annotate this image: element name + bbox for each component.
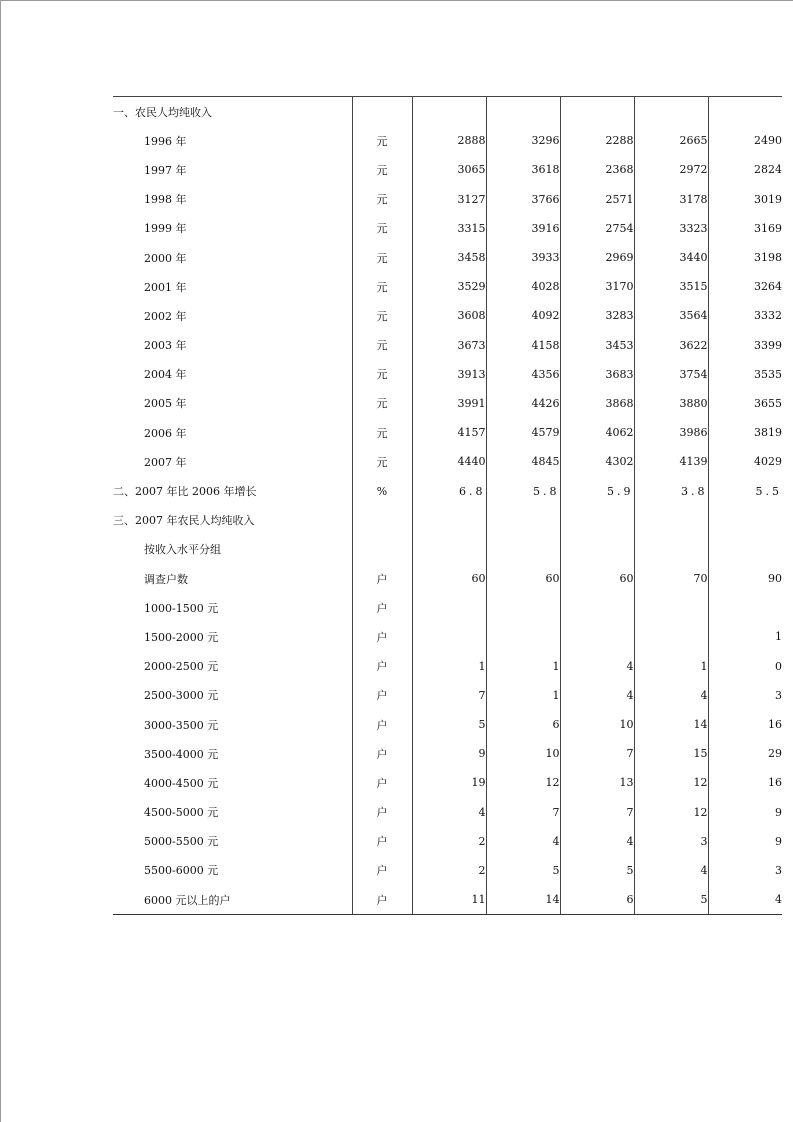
row-value-col-1 xyxy=(412,535,486,564)
row-value-col-5: 4 xyxy=(708,885,782,915)
row-value-col-1: 4440 xyxy=(412,447,486,476)
row-value-col-2: 7 xyxy=(486,798,560,827)
table-row xyxy=(113,272,782,301)
row-value-col-3 xyxy=(560,97,634,126)
table-row xyxy=(113,360,782,389)
row-value-col-2: 4092 xyxy=(486,301,560,330)
row-value-col-4 xyxy=(634,506,708,535)
row-value-col-2 xyxy=(486,593,560,622)
row-unit: 元 xyxy=(352,418,412,447)
row-unit xyxy=(352,97,412,126)
row-unit: 元 xyxy=(352,214,412,243)
row-value-col-1: 2 xyxy=(412,827,486,856)
row-value-col-5: 1 xyxy=(708,622,782,651)
table-row xyxy=(113,593,782,622)
row-value-col-5: 5.5 xyxy=(708,476,782,505)
row-value-col-2: 5.8 xyxy=(486,476,560,505)
row-unit: 户 xyxy=(352,856,412,885)
row-value-col-3: 3683 xyxy=(560,360,634,389)
table-row xyxy=(113,214,782,243)
row-unit: 户 xyxy=(352,739,412,768)
row-value-col-5: 3535 xyxy=(708,360,782,389)
row-label: 三、2007 年农民人均纯收入 xyxy=(113,514,255,528)
row-value-col-4: 12 xyxy=(634,768,708,797)
income-statistics-table xyxy=(113,96,782,915)
row-value-col-2: 3618 xyxy=(486,155,560,184)
row-unit: 户 xyxy=(352,827,412,856)
row-label: 2006 年 xyxy=(144,426,187,440)
row-value-col-2: 3933 xyxy=(486,243,560,272)
row-value-col-3: 7 xyxy=(560,739,634,768)
table-row xyxy=(113,768,782,797)
row-value-col-5 xyxy=(708,97,782,126)
row-value-col-4: 1 xyxy=(634,652,708,681)
row-label: 1000-1500 元 xyxy=(144,601,219,615)
row-value-col-2: 3766 xyxy=(486,185,560,214)
table-row xyxy=(113,155,782,184)
row-value-col-4: 3986 xyxy=(634,418,708,447)
row-value-col-3: 2969 xyxy=(560,243,634,272)
row-value-col-2: 4356 xyxy=(486,360,560,389)
row-label: 按收入水平分组 xyxy=(144,543,221,557)
row-value-col-5: 2490 xyxy=(708,126,782,155)
row-unit: 户 xyxy=(352,681,412,710)
row-label: 1996 年 xyxy=(144,134,187,148)
row-value-col-5 xyxy=(708,506,782,535)
row-label: 4500-5000 元 xyxy=(144,806,219,820)
row-unit: 户 xyxy=(352,798,412,827)
table-row xyxy=(113,885,782,915)
row-label: 5000-5500 元 xyxy=(144,835,219,849)
row-value-col-1 xyxy=(412,506,486,535)
table-row xyxy=(113,622,782,651)
row-value-col-4 xyxy=(634,622,708,651)
row-value-col-2: 1 xyxy=(486,681,560,710)
row-unit xyxy=(352,506,412,535)
row-value-col-3: 6 xyxy=(560,885,634,915)
row-value-col-4: 2972 xyxy=(634,155,708,184)
row-value-col-2: 60 xyxy=(486,564,560,593)
row-value-col-3: 13 xyxy=(560,768,634,797)
row-value-col-2: 4028 xyxy=(486,272,560,301)
row-label: 2003 年 xyxy=(144,339,187,353)
row-value-col-3 xyxy=(560,622,634,651)
table-row xyxy=(113,97,782,126)
row-unit: 元 xyxy=(352,447,412,476)
row-unit: 元 xyxy=(352,360,412,389)
row-value-col-5: 90 xyxy=(708,564,782,593)
table-row xyxy=(113,476,782,505)
row-value-col-1: 2 xyxy=(412,856,486,885)
row-label: 4000-4500 元 xyxy=(144,776,219,790)
row-value-col-5: 3019 xyxy=(708,185,782,214)
row-unit: 元 xyxy=(352,243,412,272)
row-value-col-3: 4 xyxy=(560,681,634,710)
table-row xyxy=(113,856,782,885)
row-value-col-5: 3264 xyxy=(708,272,782,301)
row-value-col-3: 3868 xyxy=(560,389,634,418)
row-label: 二、2007 年比 2006 年增长 xyxy=(113,485,257,499)
row-value-col-1: 3913 xyxy=(412,360,486,389)
row-value-col-4: 3440 xyxy=(634,243,708,272)
row-value-col-4: 3880 xyxy=(634,389,708,418)
row-value-col-1: 3991 xyxy=(412,389,486,418)
row-value-col-1: 9 xyxy=(412,739,486,768)
row-label: 1999 年 xyxy=(144,222,187,236)
row-value-col-1: 3127 xyxy=(412,185,486,214)
row-unit: 户 xyxy=(352,885,412,915)
row-label: 3000-3500 元 xyxy=(144,718,219,732)
row-value-col-4: 12 xyxy=(634,798,708,827)
row-label: 1997 年 xyxy=(144,163,187,177)
row-value-col-4: 15 xyxy=(634,739,708,768)
row-value-col-5: 16 xyxy=(708,768,782,797)
row-label: 2000-2500 元 xyxy=(144,660,219,674)
row-value-col-2: 1 xyxy=(486,652,560,681)
row-label: 1998 年 xyxy=(144,193,187,207)
row-value-col-2: 4 xyxy=(486,827,560,856)
row-value-col-1: 60 xyxy=(412,564,486,593)
row-value-col-4: 14 xyxy=(634,710,708,739)
table-row xyxy=(113,331,782,360)
row-value-col-4: 4 xyxy=(634,681,708,710)
row-value-col-1: 3673 xyxy=(412,331,486,360)
row-value-col-3: 7 xyxy=(560,798,634,827)
row-value-col-2: 3916 xyxy=(486,214,560,243)
row-value-col-4: 3 xyxy=(634,827,708,856)
row-value-col-1: 3315 xyxy=(412,214,486,243)
row-value-col-2: 3296 xyxy=(486,126,560,155)
row-value-col-2 xyxy=(486,535,560,564)
row-value-col-5: 16 xyxy=(708,710,782,739)
table-row xyxy=(113,827,782,856)
row-value-col-3 xyxy=(560,506,634,535)
row-value-col-4: 3323 xyxy=(634,214,708,243)
row-value-col-5: 3399 xyxy=(708,331,782,360)
row-value-col-2: 14 xyxy=(486,885,560,915)
table-row xyxy=(113,710,782,739)
row-value-col-1: 3458 xyxy=(412,243,486,272)
row-value-col-5 xyxy=(708,593,782,622)
row-value-col-2: 4426 xyxy=(486,389,560,418)
row-value-col-2 xyxy=(486,97,560,126)
row-value-col-4: 3754 xyxy=(634,360,708,389)
row-value-col-1: 6.8 xyxy=(412,476,486,505)
row-value-col-5: 3198 xyxy=(708,243,782,272)
row-value-col-3: 10 xyxy=(560,710,634,739)
row-label: 2004 年 xyxy=(144,368,187,382)
table-row xyxy=(113,301,782,330)
row-value-col-5: 3 xyxy=(708,681,782,710)
row-label: 2002 年 xyxy=(144,309,187,323)
row-value-col-4: 3178 xyxy=(634,185,708,214)
row-unit: 元 xyxy=(352,155,412,184)
row-value-col-3: 2288 xyxy=(560,126,634,155)
row-value-col-2: 10 xyxy=(486,739,560,768)
row-label: 2007 年 xyxy=(144,455,187,469)
table-row xyxy=(113,389,782,418)
row-value-col-5 xyxy=(708,535,782,564)
row-unit: 户 xyxy=(352,593,412,622)
row-value-col-3: 4 xyxy=(560,827,634,856)
row-value-col-4 xyxy=(634,97,708,126)
row-value-col-4: 2665 xyxy=(634,126,708,155)
row-value-col-4 xyxy=(634,535,708,564)
row-value-col-5: 29 xyxy=(708,739,782,768)
row-unit: 户 xyxy=(352,622,412,651)
row-value-col-2: 12 xyxy=(486,768,560,797)
row-value-col-5: 3332 xyxy=(708,301,782,330)
row-unit: 元 xyxy=(352,272,412,301)
row-value-col-3: 4062 xyxy=(560,418,634,447)
row-value-col-1: 19 xyxy=(412,768,486,797)
row-value-col-5: 4029 xyxy=(708,447,782,476)
row-value-col-4: 3.8 xyxy=(634,476,708,505)
row-value-col-3: 5.9 xyxy=(560,476,634,505)
row-unit: 元 xyxy=(352,126,412,155)
table-row xyxy=(113,243,782,272)
row-value-col-2 xyxy=(486,506,560,535)
row-value-col-2: 4845 xyxy=(486,447,560,476)
row-unit: 元 xyxy=(352,185,412,214)
row-label: 2500-3000 元 xyxy=(144,689,219,703)
row-value-col-4 xyxy=(634,593,708,622)
row-value-col-4: 70 xyxy=(634,564,708,593)
row-value-col-3 xyxy=(560,593,634,622)
row-value-col-1: 4 xyxy=(412,798,486,827)
table-row xyxy=(113,681,782,710)
row-label: 2000 年 xyxy=(144,251,187,265)
row-value-col-3: 60 xyxy=(560,564,634,593)
row-label: 调查户数 xyxy=(144,572,188,586)
row-value-col-1: 2888 xyxy=(412,126,486,155)
table-row xyxy=(113,418,782,447)
row-value-col-3: 4 xyxy=(560,652,634,681)
row-value-col-3: 5 xyxy=(560,856,634,885)
row-value-col-4: 3564 xyxy=(634,301,708,330)
row-label: 一、农民人均纯收入 xyxy=(113,105,212,119)
row-value-col-1 xyxy=(412,593,486,622)
row-value-col-1: 3065 xyxy=(412,155,486,184)
table-body xyxy=(113,97,782,915)
table-row xyxy=(113,798,782,827)
row-value-col-4: 4 xyxy=(634,856,708,885)
row-value-col-1: 3608 xyxy=(412,301,486,330)
row-value-col-4: 5 xyxy=(634,885,708,915)
row-unit: 元 xyxy=(352,331,412,360)
row-value-col-1: 4157 xyxy=(412,418,486,447)
row-value-col-1 xyxy=(412,97,486,126)
row-value-col-3: 3283 xyxy=(560,301,634,330)
row-value-col-1: 7 xyxy=(412,681,486,710)
row-value-col-2 xyxy=(486,622,560,651)
table-row xyxy=(113,506,782,535)
row-value-col-3: 4302 xyxy=(560,447,634,476)
row-value-col-5: 3169 xyxy=(708,214,782,243)
row-value-col-1: 11 xyxy=(412,885,486,915)
row-value-col-1: 1 xyxy=(412,652,486,681)
row-label: 1500-2000 元 xyxy=(144,630,219,644)
row-unit: 户 xyxy=(352,768,412,797)
row-unit: % xyxy=(352,476,412,505)
row-value-col-3 xyxy=(560,535,634,564)
row-value-col-5: 3 xyxy=(708,856,782,885)
row-value-col-5: 3655 xyxy=(708,389,782,418)
table-row xyxy=(113,185,782,214)
row-value-col-2: 4579 xyxy=(486,418,560,447)
row-label: 2001 年 xyxy=(144,280,187,294)
row-unit: 户 xyxy=(352,564,412,593)
table-row xyxy=(113,739,782,768)
row-value-col-3: 3453 xyxy=(560,331,634,360)
row-value-col-2: 6 xyxy=(486,710,560,739)
table-row xyxy=(113,126,782,155)
row-unit: 户 xyxy=(352,710,412,739)
row-unit: 元 xyxy=(352,389,412,418)
row-value-col-3: 3170 xyxy=(560,272,634,301)
row-unit: 户 xyxy=(352,652,412,681)
row-value-col-3: 2368 xyxy=(560,155,634,184)
row-unit: 元 xyxy=(352,301,412,330)
table-row xyxy=(113,447,782,476)
table-row xyxy=(113,535,782,564)
row-value-col-3: 2571 xyxy=(560,185,634,214)
row-value-col-5: 2824 xyxy=(708,155,782,184)
row-value-col-5: 0 xyxy=(708,652,782,681)
row-value-col-2: 4158 xyxy=(486,331,560,360)
row-value-col-1: 3529 xyxy=(412,272,486,301)
row-value-col-4: 3622 xyxy=(634,331,708,360)
row-value-col-1 xyxy=(412,622,486,651)
row-unit xyxy=(352,535,412,564)
table-row xyxy=(113,652,782,681)
row-value-col-5: 9 xyxy=(708,798,782,827)
row-label: 5500-6000 元 xyxy=(144,864,219,878)
row-label: 6000 元以上的户 xyxy=(113,885,352,915)
row-value-col-3: 2754 xyxy=(560,214,634,243)
table-row xyxy=(113,564,782,593)
row-value-col-5: 9 xyxy=(708,827,782,856)
row-value-col-5: 3819 xyxy=(708,418,782,447)
row-value-col-4: 3515 xyxy=(634,272,708,301)
row-label: 3500-4000 元 xyxy=(144,747,219,761)
row-value-col-4: 4139 xyxy=(634,447,708,476)
row-value-col-2: 5 xyxy=(486,856,560,885)
row-value-col-1: 5 xyxy=(412,710,486,739)
row-label: 2005 年 xyxy=(144,397,187,411)
